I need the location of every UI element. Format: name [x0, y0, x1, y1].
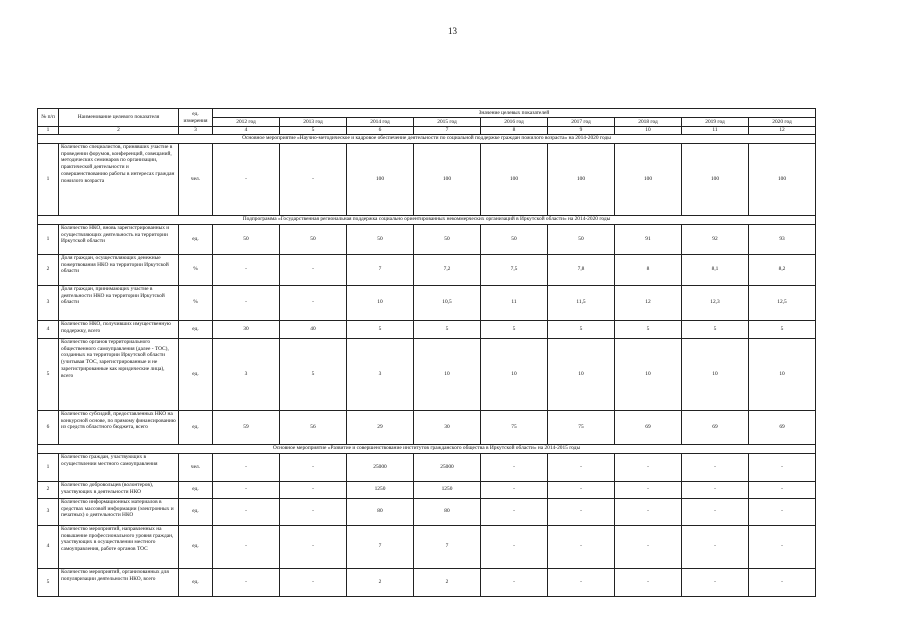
value-cell: -	[481, 525, 548, 568]
indicator-name: Доля граждан, осуществляющих денежные пожертвования НКО на территории Иркутской области	[59, 254, 179, 285]
value-cell: 3	[347, 338, 414, 410]
value-cell: 5	[347, 320, 414, 338]
value-cell: -	[682, 568, 749, 596]
value-cell: -	[615, 481, 682, 498]
year-header: 2019 год	[682, 118, 749, 127]
table-row	[38, 338, 816, 410]
value-cell: 100	[414, 143, 481, 215]
row-number: 2	[38, 481, 59, 498]
unit-cell: ед.	[179, 525, 213, 568]
value-cell: -	[548, 498, 615, 525]
year-header: 2018 год	[615, 118, 682, 127]
value-cell: 30	[414, 410, 481, 444]
value-cell: -	[682, 525, 749, 568]
value-cell: -	[749, 498, 816, 525]
indicator-name: Количество добровольцев (волонтеров), участвующих в деятельности НКО	[59, 481, 179, 498]
value-cell: -	[280, 481, 347, 498]
value-cell: 12,5	[749, 285, 816, 320]
value-cell: 2	[414, 568, 481, 596]
unit-cell: чел.	[179, 143, 213, 215]
year-header: 2012 год	[213, 118, 280, 127]
value-cell: -	[749, 453, 816, 481]
column-number: 9	[548, 127, 615, 135]
unit-cell: ед.	[179, 481, 213, 498]
value-cell: 11	[481, 285, 548, 320]
indicators-table	[37, 108, 816, 597]
value-cell: 91	[615, 224, 682, 254]
indicator-name: Количество информационных материалов в средствах массовой информации (электронных и печатных) о деятельности НКО	[59, 498, 179, 525]
indicator-name: Количество органов территориального общественного самоуправления (далее - ТОС), созданных на территории Иркутской области (учитывая ТОС, зарегистрированные и не зарегистрированные как юридические лица), всего	[59, 338, 179, 410]
table-row	[38, 143, 816, 215]
table-row	[38, 254, 816, 285]
value-cell: -	[615, 453, 682, 481]
value-cell: 5	[682, 320, 749, 338]
year-header: 2015 год	[414, 118, 481, 127]
column-number: 4	[213, 127, 280, 135]
row-number: 5	[38, 568, 59, 596]
value-cell: -	[280, 254, 347, 285]
row-number: 2	[38, 254, 59, 285]
value-cell: 59	[213, 410, 280, 444]
value-cell: 80	[347, 498, 414, 525]
value-cell: 10	[749, 338, 816, 410]
value-cell: 69	[615, 410, 682, 444]
value-cell: -	[682, 453, 749, 481]
column-number: 1	[38, 127, 59, 135]
column-number: 7	[414, 127, 481, 135]
value-cell: -	[548, 453, 615, 481]
value-cell: -	[749, 525, 816, 568]
section-row	[38, 134, 816, 143]
value-cell: -	[548, 481, 615, 498]
value-cell: 50	[548, 224, 615, 254]
column-number: 12	[749, 127, 816, 135]
value-cell: 7,2	[414, 254, 481, 285]
value-cell: 7	[347, 254, 414, 285]
unit-cell: ед.	[179, 568, 213, 596]
value-cell: 5	[481, 320, 548, 338]
value-cell: 7	[414, 525, 481, 568]
value-cell: -	[213, 481, 280, 498]
row-number: 5	[38, 338, 59, 410]
value-cell: 30	[213, 320, 280, 338]
value-cell: 100	[682, 143, 749, 215]
value-cell: 50	[481, 224, 548, 254]
value-cell: 69	[749, 410, 816, 444]
value-cell: -	[548, 525, 615, 568]
value-cell: -	[213, 525, 280, 568]
value-cell: -	[213, 498, 280, 525]
value-cell: 10	[548, 338, 615, 410]
value-cell: -	[481, 498, 548, 525]
value-cell: -	[749, 568, 816, 596]
value-cell: 8,1	[682, 254, 749, 285]
row-number: 6	[38, 410, 59, 444]
value-cell: 93	[749, 224, 816, 254]
value-cell: -	[749, 481, 816, 498]
value-cell: -	[615, 498, 682, 525]
table-row	[38, 410, 816, 444]
unit-cell: ед.	[179, 410, 213, 444]
value-cell: 5	[615, 320, 682, 338]
unit-cell: ед.	[179, 498, 213, 525]
section-title: Основное мероприятие «Научно-методическое и кадровое обеспечение деятельности по социальной поддержке граждан пожилого возраста» на 2014-2020 годы	[38, 134, 816, 143]
value-cell: 1250	[414, 481, 481, 498]
indicator-name: Количество мероприятий, направленных на повышение профессионального уровня граждан, участвующих в осуществлении местного самоуправления, работе органов ТОС	[59, 525, 179, 568]
indicator-name: Количество граждан, участвующих в осуществлении местного самоуправления	[59, 453, 179, 481]
value-cell: 56	[280, 410, 347, 444]
value-cell: -	[280, 498, 347, 525]
header-row	[38, 109, 816, 118]
table-row	[38, 453, 816, 481]
value-cell: 25000	[414, 453, 481, 481]
section-row	[38, 215, 816, 224]
unit-cell: ед.	[179, 320, 213, 338]
value-cell: 100	[481, 143, 548, 215]
col-name-header: Наименование целевого показателя	[59, 109, 179, 127]
value-cell: 40	[280, 320, 347, 338]
value-cell: 7	[347, 525, 414, 568]
value-cell: 7,5	[481, 254, 548, 285]
value-cell: 10	[414, 338, 481, 410]
value-cell: 75	[548, 410, 615, 444]
value-cell: -	[481, 453, 548, 481]
value-cell: 50	[414, 224, 481, 254]
indicator-name: Количество мероприятий, организованных для популяризации деятельности НКО, всего	[59, 568, 179, 596]
table-row	[38, 498, 816, 525]
section-row	[38, 444, 816, 453]
indicator-name: Количество субсидий, предоставленных НКО на конкурсной основе, по прямому финансированию из средств областного бюджета, всего	[59, 410, 179, 444]
value-cell: 29	[347, 410, 414, 444]
value-cell: -	[280, 143, 347, 215]
value-cell: -	[280, 568, 347, 596]
value-cell: 5	[280, 338, 347, 410]
indicator-name: Количество НКО, получивших имущественную поддержку, всего	[59, 320, 179, 338]
value-cell: 10	[682, 338, 749, 410]
value-cell: 8,2	[749, 254, 816, 285]
value-cell: 2	[347, 568, 414, 596]
value-cell: -	[481, 568, 548, 596]
year-header: 2014 год	[347, 118, 414, 127]
value-cell: 7,8	[548, 254, 615, 285]
row-number: 4	[38, 320, 59, 338]
value-cell: 10	[615, 338, 682, 410]
value-cell: -	[682, 481, 749, 498]
page-number: 13	[448, 26, 457, 36]
value-cell: 100	[548, 143, 615, 215]
column-number: 10	[615, 127, 682, 135]
unit-cell: %	[179, 254, 213, 285]
row-number: 3	[38, 498, 59, 525]
year-header: 2020 год	[749, 118, 816, 127]
value-cell: -	[615, 568, 682, 596]
row-number: 1	[38, 224, 59, 254]
value-cell: -	[548, 568, 615, 596]
value-cell: -	[213, 143, 280, 215]
column-number: 6	[347, 127, 414, 135]
value-cell: -	[213, 568, 280, 596]
table-row	[38, 285, 816, 320]
col-unit-header: ед. измерения	[179, 109, 213, 127]
table-row	[38, 525, 816, 568]
col-no-header: № п/п	[38, 109, 59, 127]
value-cell: 50	[347, 224, 414, 254]
value-cell: -	[280, 453, 347, 481]
value-cell: 10	[481, 338, 548, 410]
value-cell: 100	[347, 143, 414, 215]
value-cell: 11,5	[548, 285, 615, 320]
indicator-name: Доля граждан, принимающих участие в деятельности НКО на территории Иркутской области	[59, 285, 179, 320]
column-number: 2	[59, 127, 179, 135]
value-cell: 5	[749, 320, 816, 338]
unit-cell: ед.	[179, 224, 213, 254]
section-title: Основное мероприятие «Развитие и совершенствование институтов гражданского общества в Иркутской области» на 2014-2015 годы	[38, 444, 816, 453]
year-header: 2016 год	[481, 118, 548, 127]
column-numbers-row	[38, 127, 816, 135]
column-number: 5	[280, 127, 347, 135]
value-cell: 75	[481, 410, 548, 444]
value-cell: 92	[682, 224, 749, 254]
year-header: 2013 год	[280, 118, 347, 127]
table-row	[38, 481, 816, 498]
value-cell: 10,5	[414, 285, 481, 320]
column-number: 3	[179, 127, 213, 135]
value-cell: -	[280, 285, 347, 320]
value-cell: 69	[682, 410, 749, 444]
column-number: 11	[682, 127, 749, 135]
value-cell: 10	[347, 285, 414, 320]
value-cell: 80	[414, 498, 481, 525]
value-cell: 50	[280, 224, 347, 254]
table-row	[38, 224, 816, 254]
year-header: 2017 год	[548, 118, 615, 127]
value-cell: 1250	[347, 481, 414, 498]
unit-cell: чел.	[179, 453, 213, 481]
indicator-name: Количество НКО, вновь зарегистрированных и осуществляющих деятельность на территории Иркутской области	[59, 224, 179, 254]
col-values-header: Значение целевых показателей	[213, 109, 816, 118]
value-cell: -	[213, 285, 280, 320]
value-cell: 5	[414, 320, 481, 338]
table-row	[38, 568, 816, 596]
indicator-name: Количество специалистов, принявших участие в проведении форумов, конференций, совещаний, методических семинаров по организации, практической деятельности и совершенствованию работы в интересах граждан пожилого возраста	[59, 143, 179, 215]
value-cell: 5	[548, 320, 615, 338]
value-cell: -	[213, 453, 280, 481]
value-cell: -	[481, 481, 548, 498]
section-title: Подпрограмма «Государственная региональная поддержка социально ориентированных некоммерческих организаций в Иркутской области» на 2014-2020 годы	[38, 215, 816, 224]
value-cell: 8	[615, 254, 682, 285]
row-number: 1	[38, 143, 59, 215]
value-cell: 100	[615, 143, 682, 215]
value-cell: 25000	[347, 453, 414, 481]
value-cell: -	[213, 254, 280, 285]
value-cell: 100	[749, 143, 816, 215]
row-number: 4	[38, 525, 59, 568]
column-number: 8	[481, 127, 548, 135]
value-cell: 12,3	[682, 285, 749, 320]
unit-cell: ед.	[179, 338, 213, 410]
value-cell: -	[615, 525, 682, 568]
value-cell: 3	[213, 338, 280, 410]
value-cell: 12	[615, 285, 682, 320]
unit-cell: %	[179, 285, 213, 320]
row-number: 3	[38, 285, 59, 320]
value-cell: 50	[213, 224, 280, 254]
row-number: 1	[38, 453, 59, 481]
value-cell: -	[280, 525, 347, 568]
value-cell: -	[682, 498, 749, 525]
table-row	[38, 320, 816, 338]
